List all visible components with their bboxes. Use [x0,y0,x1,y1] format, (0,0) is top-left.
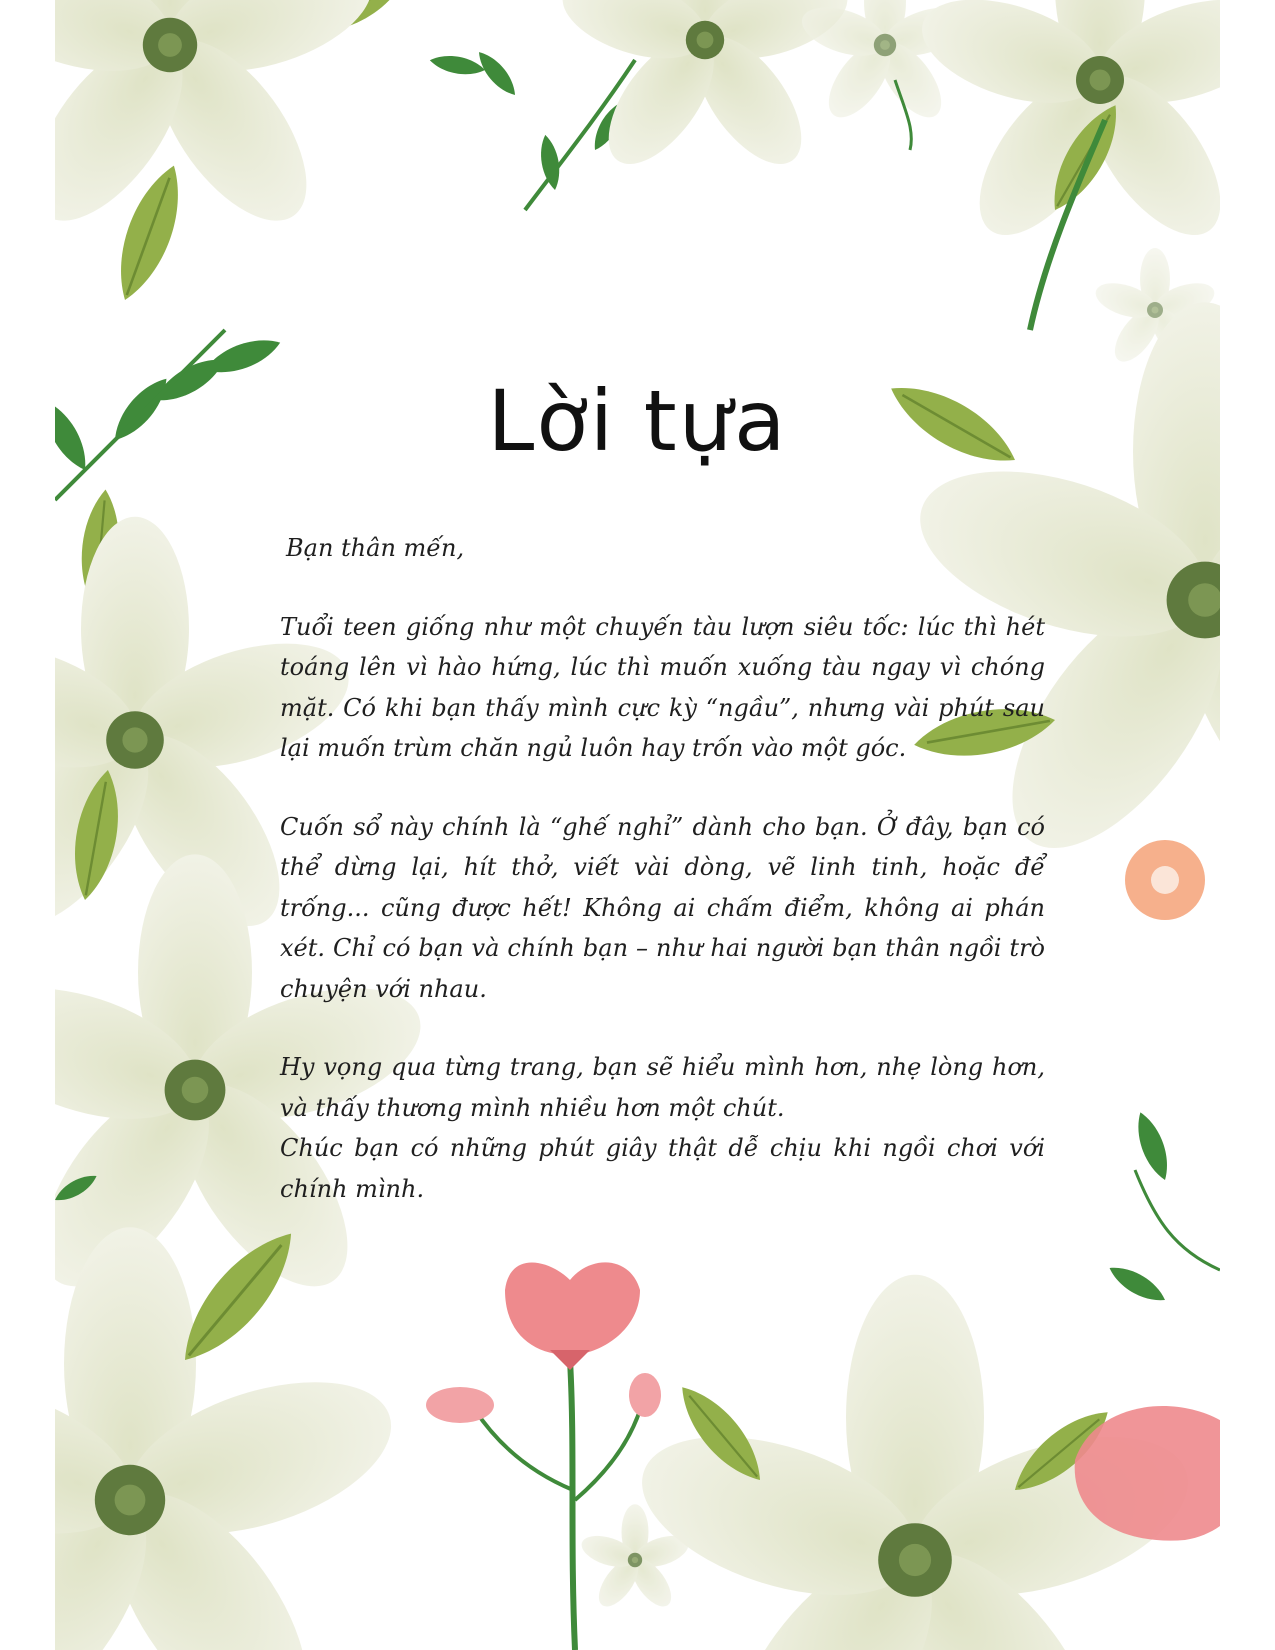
paragraph-1: Tuổi teen giống như một chuyến tàu lượn siêu tốc: lúc thì hét toáng lên vì hào hứng, lúc thì muốn xuống tàu ngay vì chóng mặt. Có khi bạn thấy mình cực kỳ “ngầu”, nhưng vài phút sau lại muốn trùm chăn ngủ luôn hay trốn vào một góc. [280,612,1045,762]
greeting: Bạn thân mến, [286,534,465,562]
page [55,0,1220,1650]
closing-line-1: Hy vọng qua từng trang, bạn sẽ hiểu mình hơn, nhẹ lòng hơn, và thấy thương mình nhiều hơn một chút. [280,1053,1045,1122]
closing-line-2: Chúc bạn có những phút giây thật dễ chịu khi ngồi chơi với chính mình. [280,1134,1045,1203]
paragraph-2: Cuốn sổ này chính là “ghế nghỉ” dành cho bạn. Ở đây, bạn có thể dừng lại, hít thở, viết vài dòng, vẽ linh tinh, hoặc để trống... cũng được hết! Không ai chấm điểm, không ai phán xét. Chỉ có bạn và chính bạn – như hai người bạn thân ngồi trò chuyện với nhau. [280,812,1045,1003]
page-title: Lời tựa [487,372,788,470]
letter-body [280,528,1045,1209]
